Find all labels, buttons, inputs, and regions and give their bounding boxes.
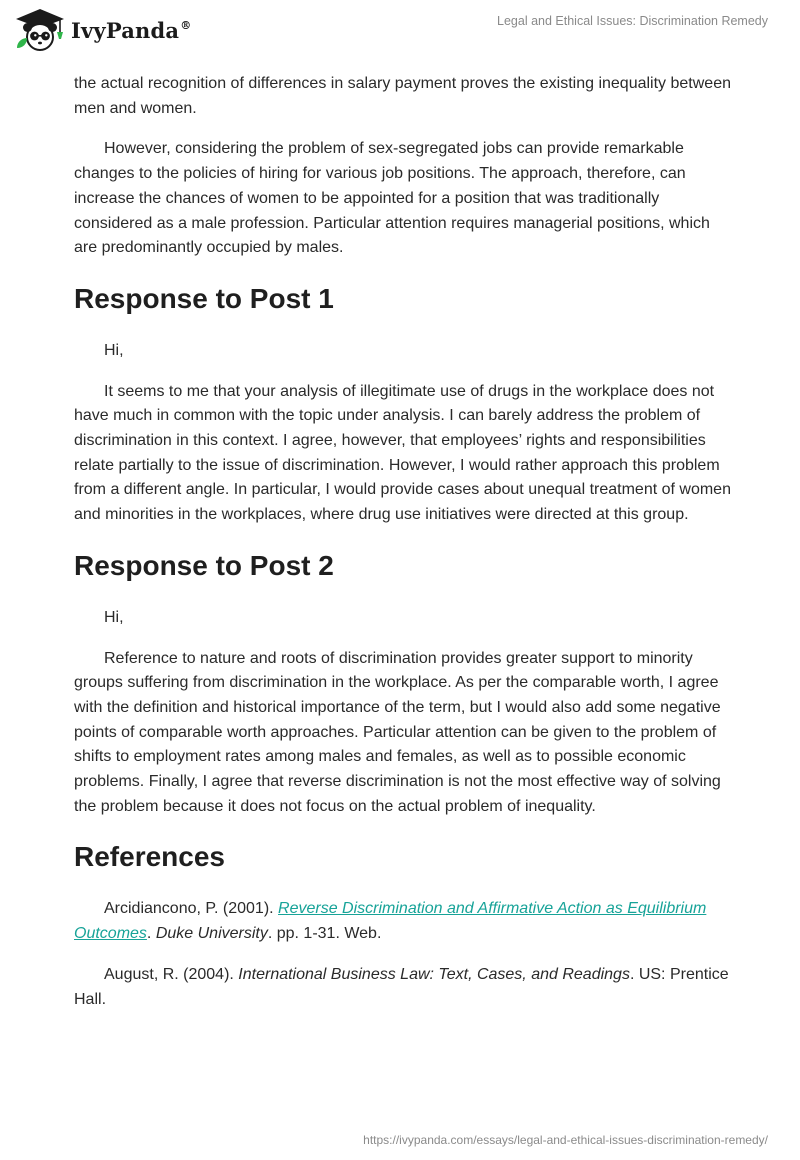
heading-references: References xyxy=(74,841,225,873)
page-header xyxy=(0,0,800,70)
paragraph-sex-segregated-jobs: However, considering the problem of sex-segregated jobs can provide remarkable changes to the policies of hiring for various job positions. The approach, therefore, can increase the chances of women to be appointed for a position that was traditionally considered as a male profession. Particular attention requires managerial positions, which are predominantly occupied by males. xyxy=(74,140,710,257)
ivypanda-logo[interactable] xyxy=(14,8,191,52)
panda-graduate-icon xyxy=(14,8,66,52)
running-title: Legal and Ethical Issues: Discrimination Remedy xyxy=(497,14,768,28)
reference-rest: . pp. 1-31. Web. xyxy=(267,925,382,943)
paragraph-continuation: the actual recognition of differences in salary payment proves the existing inequality between men and women. xyxy=(74,75,731,117)
reference-author: Arcidiancono, P. (2001). xyxy=(104,900,279,918)
reference-author: August, R. (2004). xyxy=(104,965,239,983)
reference-title-link[interactable]: Reverse Discrimination and Affirmative Action as Equilibrium Outcomes xyxy=(74,900,707,943)
reference-separator: . xyxy=(146,925,156,943)
reference-title: International Business Law: Text, Cases, and Readings xyxy=(238,965,630,983)
reference-rest: . US: Prentice Hall. xyxy=(74,965,729,1008)
footer-source-url[interactable]: https://ivypanda.com/essays/legal-and-ethical-issues-discrimination-remedy/ xyxy=(363,1133,768,1147)
heading-response-post-1: Response to Post 1 xyxy=(74,282,334,314)
paragraph-response-post-1: It seems to me that your analysis of illegitimate use of drugs in the workplace does not have much in common with the topic under analysis. I can barely address the problem of discrimination in this context. I agree, however, that employees’ rights and responsibilities relate partially to the issue of discrimination. However, I would rather approach this problem from a different angle. In particular, I would provide cases about unequal treatment of women and minorities in the workplaces, where drug use initiatives were directed at this group. xyxy=(74,382,731,524)
reference-publisher: Duke University xyxy=(155,925,268,943)
logo-text: IvyPanda® xyxy=(71,17,192,43)
reference-item-august xyxy=(74,963,734,1012)
greeting-post-1: Hi, xyxy=(104,341,124,359)
reference-item-arcidiancono xyxy=(74,897,734,946)
paragraph-response-post-2: Reference to nature and roots of discrimination provides greater support to minority groups suffering from discrimination in the workplace. As per the comparable worth, I agree with the definition and historical importance of the term, but I would also add some negative points of comparable worth approaches. Particular attention can be given to the problem of shifts to employment rates among males and females, as well as to possible economic problems. Finally, I agree that reverse discrimination is not the most effective way of solving the problem because it does not focus on the actual problem of inequality. xyxy=(74,649,721,815)
greeting-post-2: Hi, xyxy=(104,608,124,626)
heading-response-post-2: Response to Post 2 xyxy=(74,549,334,581)
essay-content xyxy=(74,72,734,1028)
